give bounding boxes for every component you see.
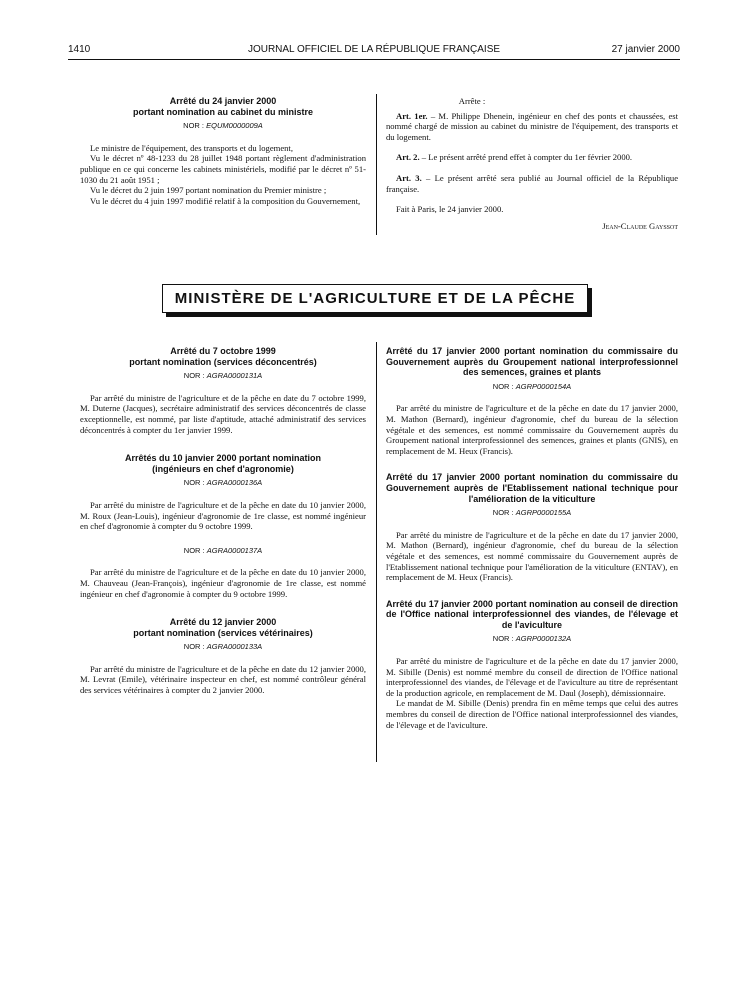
article-1: Art. 1er. – M. Philippe Dhenein, ingénieur en chef des ponts et chaussées, est nommé chargé de mission au cabinet du ministre de l'équipement, des transports et du logement.: [386, 110, 678, 142]
issue-date: 27 janvier 2000: [611, 44, 680, 55]
nor-reference: NOR : AGRA0000137A: [183, 545, 263, 555]
article-subtitle: portant nomination au cabinet du ministre: [132, 106, 313, 117]
column-separator: [376, 94, 377, 235]
arrete-equipement-preamble: [80, 96, 366, 206]
page-number: 1410: [68, 44, 91, 55]
article-subtitle: (ingénieurs en chef d'agronomie): [152, 463, 294, 474]
arrete-equipement-articles: [386, 96, 678, 231]
paragraph: Vu le décret nº 48-1233 du 28 juillet 1948 portant règlement d'administration publique en ce qui concerne les cabinets ministériels, modifié par le décret nº 51-1030 du 21 août 1951 ;: [80, 153, 366, 185]
nor-reference: NOR : AGRA0000131A: [183, 371, 263, 381]
article-title: Arrêtés du 10 janvier 2000 portant nomination: [124, 453, 322, 464]
article-title: Arrêté du 17 janvier 2000 portant nomination au conseil de direction de l'Office national interprofessionnel des viandes, de l'élevage et de l'aviculture: [386, 598, 678, 630]
paragraph: Le ministre de l'équipement, des transports et du logement,: [90, 142, 293, 153]
article-text: Par arrêté du ministre de l'agriculture et de la pêche en date du 10 janvier 2000, M. Chauveau (Jean-François), ingénieur d'agronomie de 1re classe, est nommé ingénieur en chef d'agronomie à compter du 9 octobre 1999.: [80, 567, 366, 599]
article-text: Par arrêté du ministre de l'agriculture et de la pêche en date du 12 janvier 2000, M. Levrat (Emile), vétérinaire inspecteur en chef, est nommé contrôleur général des services vétérinaires à compter du 2 janvier 2000.: [80, 663, 366, 696]
arrete-intro: Arrête :: [458, 96, 486, 106]
nor-reference: NOR : AGRP0000155A: [492, 508, 572, 518]
paragraph: Vu le décret du 4 juin 1997 modifié relatif à la composition du Gouvernement,: [90, 195, 361, 206]
article-title: Arrêté du 12 janvier 2000: [169, 617, 277, 628]
article-text: Par arrêté du ministre de l'agriculture et de la pêche en date du 17 janvier 2000, M. Mathon (Bernard), ingénieur d'agronomie, chef du bureau de la sélection végétale et des semences, est nommé commissaire du Gouvernement auprès du Groupement national interprofessionnel des semences, graines et plants (GNIS), en remplacement de M. Heux (Francis).: [386, 403, 678, 456]
right-column: [386, 346, 678, 730]
article-title: Arrêté du 24 janvier 2000: [169, 96, 277, 106]
nor-reference: NOR : AGRP0000154A: [492, 381, 572, 391]
column-separator: [376, 342, 377, 762]
nor-reference: NOR : AGRP0000132A: [492, 634, 572, 644]
header-rule: [68, 59, 680, 60]
article-text: Par arrêté du ministre de l'agriculture et de la pêche en date du 10 janvier 2000, M. Roux (Jean-Louis), ingénieur d'agronomie de 1re classe, est nommé ingénieur en chef d'agronomie à compter du 9 octobre 1999.: [80, 499, 366, 532]
article-text: Par arrêté du ministre de l'agriculture et de la pêche en date du 17 janvier 2000, M. Mathon (Bernard), ingénieur d'agronomie, chef du bureau de la sélection végétale et des semences, est nommé commissaire du Gouvernement auprès de l'Etablissement national technique pour l'amélioration de la viticulture (ENTAV), en remplacement de M. Heux (Francis).: [386, 529, 678, 583]
journal-title: JOURNAL OFFICIEL DE LA RÉPUBLIQUE FRANÇAISE: [247, 44, 501, 55]
article-title: Arrêté du 7 octobre 1999: [170, 346, 276, 356]
article-text: Par arrêté du ministre de l'agriculture et de la pêche en date du 7 octobre 1999, M. Duterne (Jacques), secrétaire administratif des services déconcentrés de classe exceptionnelle, est nommé, par liste d'aptitude, attaché administratif des services déconcentrés à compter du 1er janvier 1999.: [80, 392, 366, 435]
article-subtitle: portant nomination (services vétérinaires): [133, 627, 313, 638]
nor-reference: NOR : AGRA0000136A: [183, 478, 263, 488]
article-2: Art. 2. – Le présent arrêté prend effet à compter du 1er février 2000.: [396, 152, 633, 163]
ministry-banner: MINISTÈRE DE L'AGRICULTURE ET DE LA PÊCHE: [162, 284, 588, 313]
article-text: Par arrêté du ministre de l'agriculture et de la pêche en date du 17 janvier 2000, M. Sibille (Denis) est nommé membre du conseil de direction de l'Office national interprofessionnel des viandes, de l'élevage et de l'aviculture au titre de représentant de la production agricole, en remplacement de M. Daul (Joseph), démissionnaire.: [386, 656, 678, 698]
nor-reference: NOR : AGRA0000133A: [183, 642, 263, 652]
paragraph: Vu le décret du 2 juin 1997 portant nomination du Premier ministre ;: [90, 185, 327, 196]
signature: Jean-Claude Gayssot: [602, 220, 678, 231]
article-title: Arrêté du 17 janvier 2000 portant nomination du commissaire du Gouvernement auprès du Groupement national interprofessionnel des semences, graines et plants: [386, 346, 678, 378]
left-column: [80, 346, 366, 696]
article-title: Arrêté du 17 janvier 2000 portant nomination du commissaire du Gouvernement auprès de l'Etablissement national technique pour l'amélioration de la viticulture: [386, 472, 678, 504]
done-at: Fait à Paris, le 24 janvier 2000.: [396, 204, 504, 215]
article-text: Le mandat de M. Sibille (Denis) prendra fin en même temps que celui des autres membres du conseil de direction de l'Office national interprofessionnel des viandes, de l'élevage et de l'aviculture.: [386, 698, 678, 730]
page-header: [68, 44, 680, 58]
article-3: Art. 3. – Le présent arrêté sera publié au Journal officiel de la République française.: [386, 172, 679, 194]
article-subtitle: portant nomination (services déconcentrés): [129, 356, 317, 367]
nor-reference: NOR : EQUM0000009A: [183, 121, 263, 131]
